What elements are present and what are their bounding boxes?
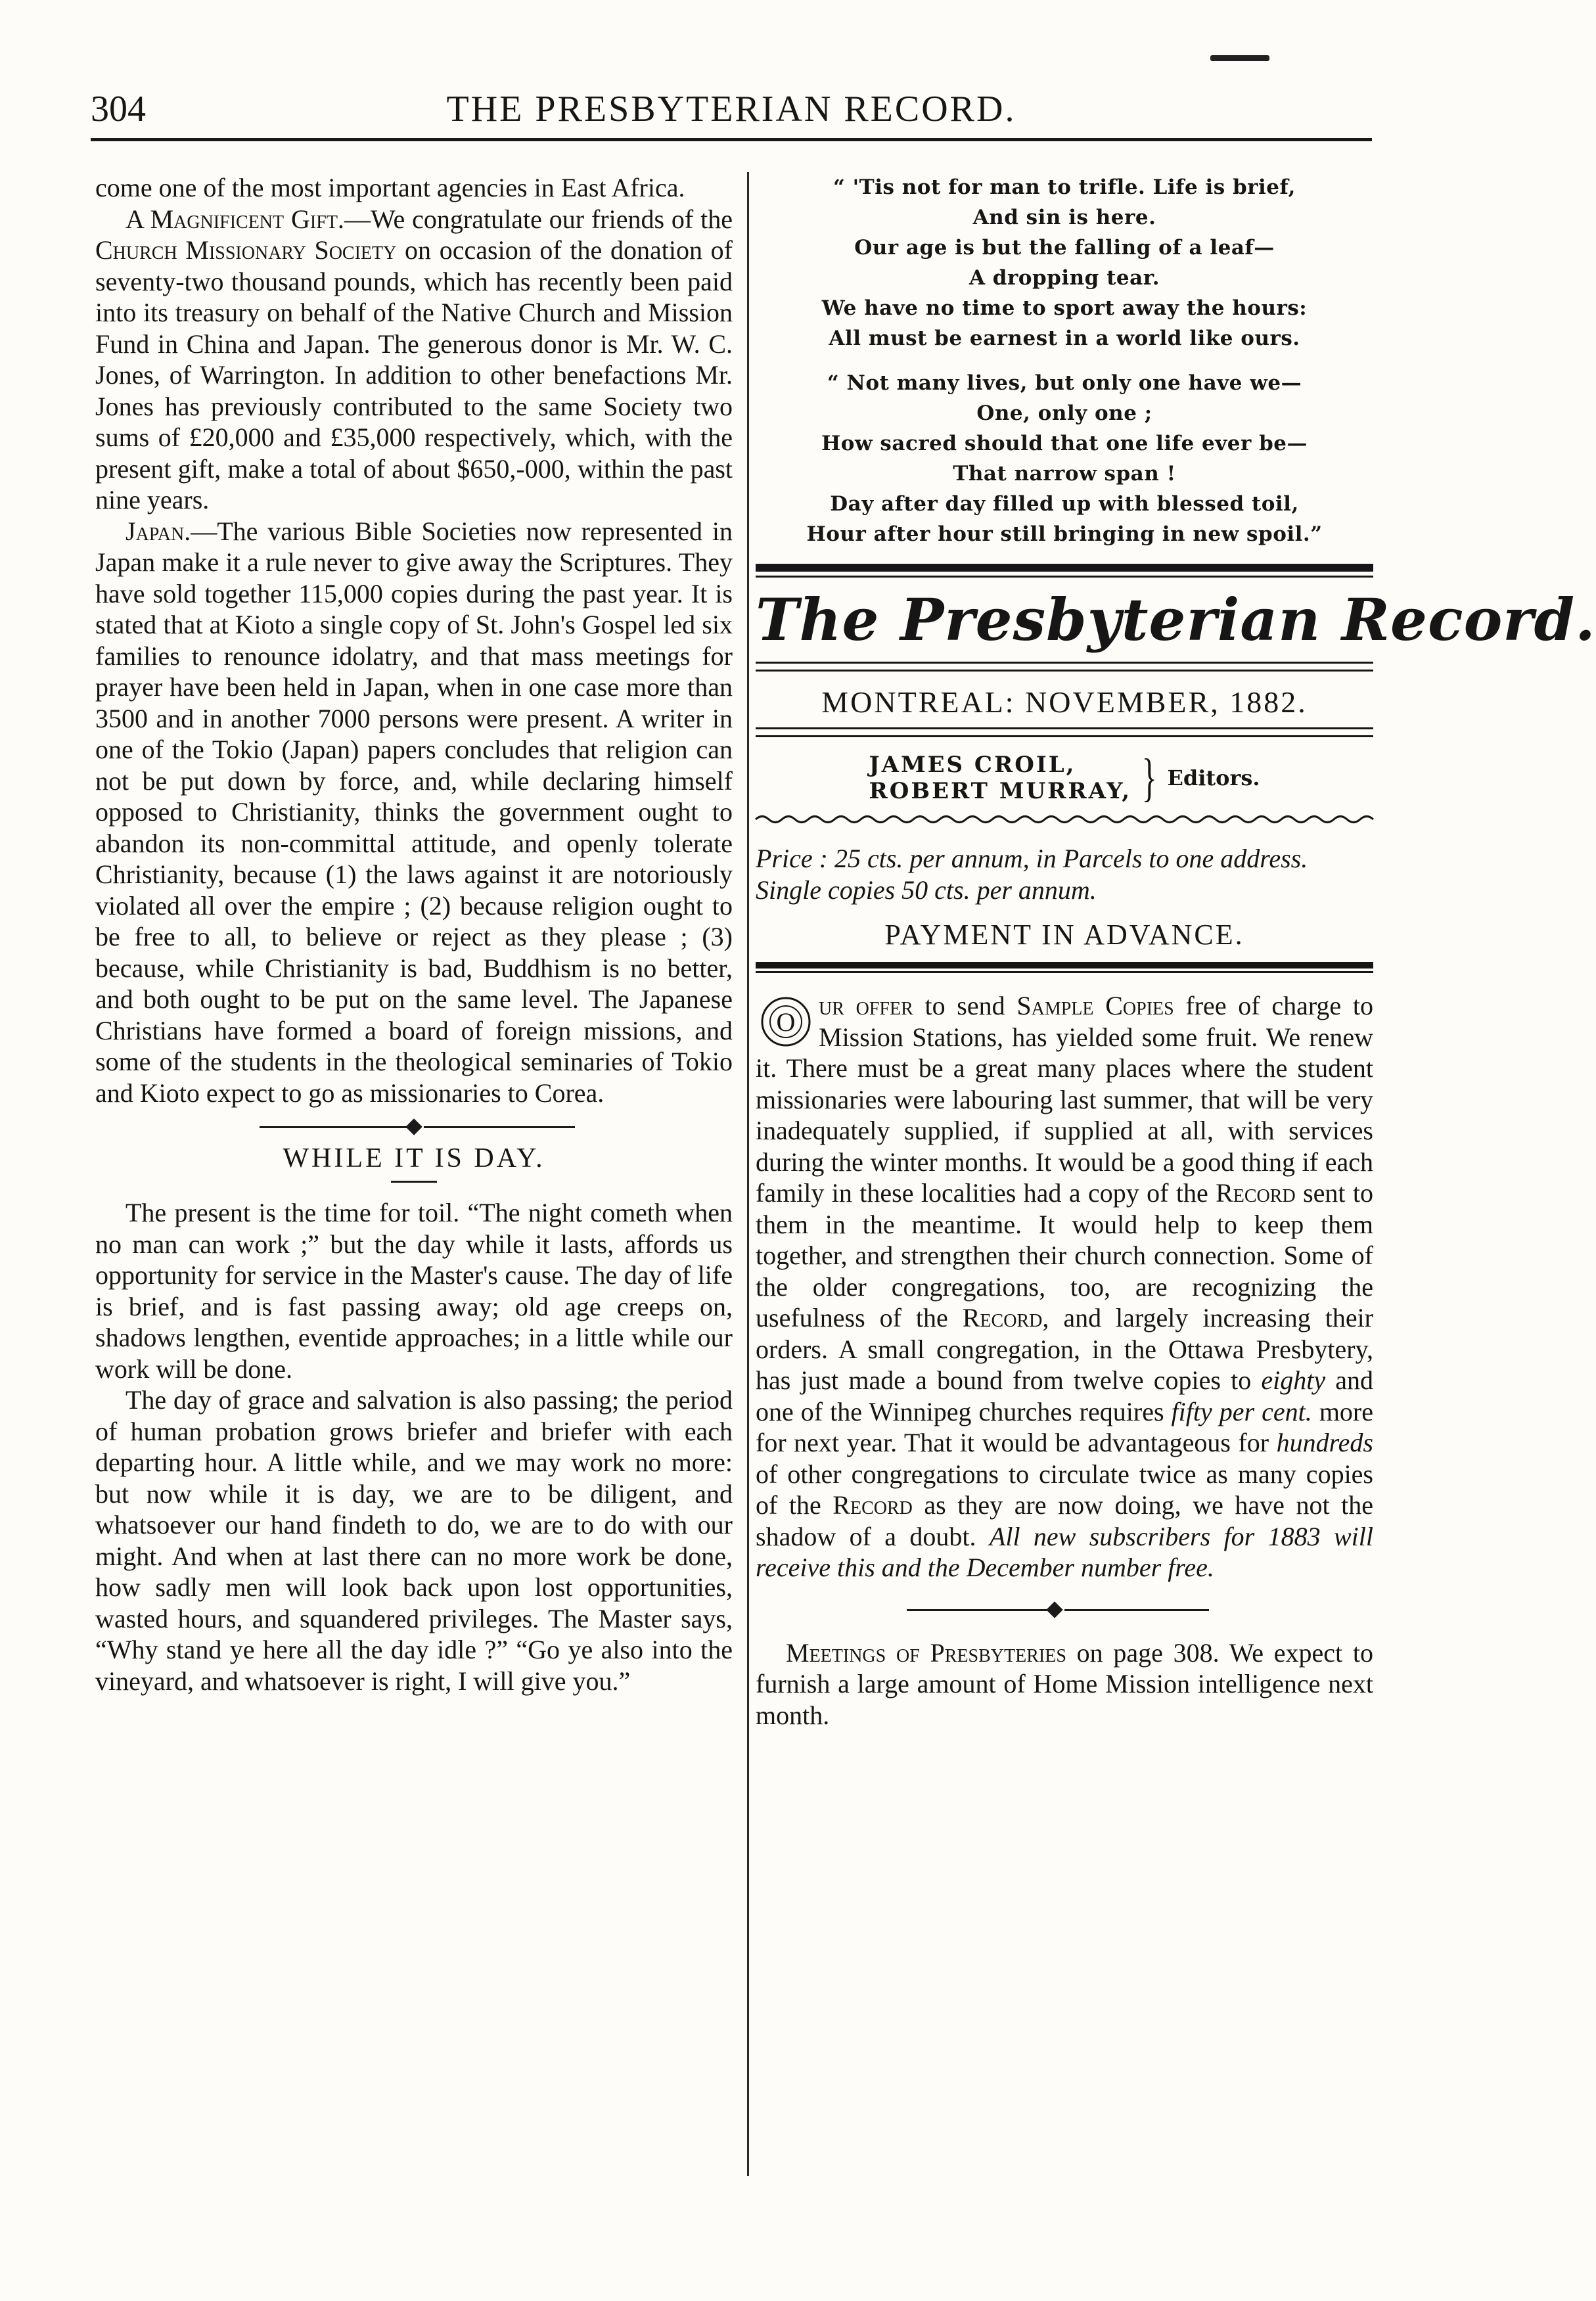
- drop-cap-ornament: [756, 993, 816, 1051]
- offer-paragraph: O ur offer to send Sample Copies free of charge to Mission Stations, has yielded some fruit. We renew it. There must be a great many places where the student missionaries were labouring last summer, that will be very inadequately supplied, if supplied at all, with services during the winter months. It would be a good thing if each family in these localities had a copy of the Record sent to them in the meantime. It would help to keep them together, and strengthen their church connection. Some of the older congregations, too, are recognizing the usefulness of the Record, and largely increasing their orders. A small congregation, in the Ottawa Presbytery, has just made a bound from twelve copies to eighty and one of the Winnipeg churches requires fifty per cent. more for next year. That it would be advantageous for hundreds of other congregations to circulate twice as many copies of the Record as they are now doing, we have not the shadow of a doubt. All new subscribers for 1883 will receive this and the December number free.: [756, 991, 1374, 1582]
- brace-glyph: }: [1141, 749, 1157, 807]
- gift-heading: A Magnificent Gift.: [125, 204, 344, 234]
- section-title: WHILE IT IS DAY.: [283, 1143, 545, 1173]
- header-rule: [91, 138, 1372, 141]
- price-label: Price :: [756, 844, 828, 873]
- payment-rule: [756, 962, 1373, 968]
- right-section-divider: [756, 1601, 1373, 1620]
- poem-stanza-1: “ 'Tis not for man to trifle. Life is brief, And sin is here. Our age is but the falling of a leaf— A dropping tear. We have no time to sport away the hours: All must be earnest in a world like ours.: [821, 175, 1308, 350]
- section-divider: [95, 1118, 733, 1137]
- editors-block: [756, 749, 1373, 807]
- payment-notice: PAYMENT IN ADVANCE.: [884, 919, 1244, 951]
- page-header: [91, 84, 1372, 137]
- running-title: THE PRESBYTERIAN RECORD.: [446, 89, 1016, 129]
- while-it-is-day-paragraph-1: The present is the time for toil. “The night cometh when no man can work ;” but the day while it lasts, affords us opportunity for service in the Master's cause. The day of life is brief, and is fast passing away; old age creeps on, shadows lengthen, eventide approaches; in a little while our work will be done.: [95, 1198, 733, 1384]
- masthead-top-thin-rule: [756, 576, 1373, 578]
- japan-heading: Japan.: [125, 516, 191, 546]
- price-line: [756, 843, 1373, 906]
- payment-thin-rule: [756, 971, 1373, 973]
- editor-james-croil: JAMES CROIL,: [869, 752, 1076, 778]
- wavy-rule: [756, 813, 1373, 825]
- editor-robert-murray: ROBERT MURRAY,: [869, 778, 1132, 804]
- meetings-paragraph: Meetings of Presbyteries on page 308. We expect to furnish a large amount of Home Mission intelligence next month.: [756, 1637, 1374, 1730]
- dateline-rule: [756, 727, 1373, 737]
- dateline: MONTREAL: NOVEMBER, 1882.: [821, 685, 1308, 719]
- editor-names: [869, 752, 1132, 804]
- while-it-is-day-paragraph-2: The day of grace and salvation is also passing; the period of human probation grows briefer and briefer with each departing hour. A little while, and we may work no more: but now while it is day, we are to be diligent, and whatsoever our hand findeth to do, we are to do with our might. And when at last there can no more work be done, how sadly men will look back upon lost opportunities, wasted hours, and squandered privileges. The Master says, “Why stand ye here all the day idle ?” “Go ye also into the vineyard, and whatsoever is right, I will give you.”: [95, 1385, 733, 1696]
- masthead-title: The Presbyterian Record.: [756, 585, 1596, 654]
- masthead-top-rule: [756, 564, 1373, 572]
- right-column: [756, 172, 1596, 1731]
- magnificent-gift-paragraph: A Magnificent Gift.—We congratulate our friends of the Church Missionary Society on occasion of the donation of seventy-two thousand pounds, which has recently been paid into its treasury on behalf of the Native Church and Mission Fund in China and Japan. The generous donor is Mr. W. C. Jones, of Warrington. In addition to other benefactions Mr. Jones has previously contributed to the same Society two sums of £20,000 and £35,000 respectively, which, with the present gift, make a total of about $650,-000, within the past nine years.: [95, 204, 733, 514]
- column-divider: [747, 172, 749, 2176]
- poem-stanza-2: “ Not many lives, but only one have we— One, only one ; How sacred should that one life ever be— That narrow span ! Day after day filled up with blessed toil, Hour after hour still bringing in new spoil.”: [806, 371, 1323, 546]
- editors-label: Editors.: [1167, 765, 1260, 790]
- meetings-heading: Meetings of Presbyteries: [786, 1637, 1066, 1668]
- svg-text:O: O: [776, 1007, 796, 1037]
- left-column: [95, 172, 733, 1697]
- corner-printer-mark: [1210, 55, 1269, 61]
- church-missionary-society: Church Missionary Society: [95, 235, 397, 265]
- price-text: 25 cts. per annum, in Parcels to one address. Single copies 50 cts. per annum.: [756, 844, 1308, 905]
- east-africa-paragraph: come one of the most important agencies in East Africa.: [95, 173, 685, 202]
- masthead-bottom-rule: [756, 662, 1373, 672]
- japan-paragraph: Japan.—The various Bible Societies now represented in Japan make it a rule never to give away the Scriptures. They have sold together 115,000 copies during the past year. It is stated that at Kioto a single copy of St. John's Gospel led six families to renounce idolatry, and that mass meetings for prayer have been held in Japan, when in one case more than 3500 and in another 7000 persons were present. A writer in one of the Tokio (Japan) papers concludes that religion can not be put down by force, and, while declaring himself opposed to Christianity, thinks the government ought to abandon its non-committal attitude, and openly tolerate Christianity, because (1) the laws against it are notoriously violated all over the empire ; (2) because religion ought to be free to all, to believe or reject as they please ; (3) because, while Christianity is bad, Buddhism is no better, and both ought to be put on the same level. The Japanese Christians have formed a board of foreign missions, and some of the students in the theological seminaries of Tokio and Kioto expect to go as missionaries to Corea.: [95, 516, 733, 1108]
- page-number: 304: [91, 89, 146, 129]
- poem: [756, 172, 1373, 549]
- section-title-rule: [391, 1181, 437, 1183]
